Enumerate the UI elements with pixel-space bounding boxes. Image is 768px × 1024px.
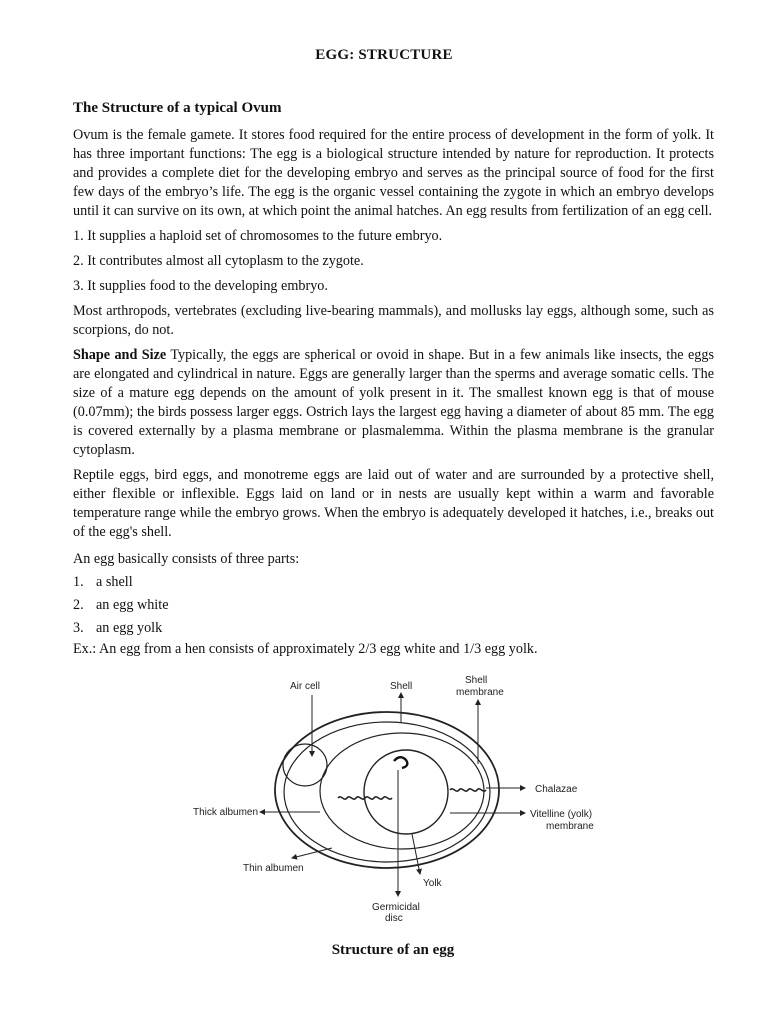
chalaza-right (450, 789, 486, 791)
yolk-pointer (412, 834, 420, 874)
document-body (73, 99, 714, 659)
part-item-3: 3. an egg yolk (73, 620, 163, 636)
function-item-1: 1. It supplies a haploid set of chromosomes to the future embryo. (73, 228, 443, 244)
air-cell-label: Air cell (290, 681, 321, 692)
part-item-2: 2. an egg white (73, 597, 169, 613)
egg-structure-diagram (180, 668, 600, 923)
function-item-3: 3. It supplies food to the developing embryo. (73, 278, 328, 294)
figure-caption: Structure of an egg (331, 942, 455, 958)
germinal-disc-label-2: disc (385, 913, 403, 923)
example-line: Ex.: An egg from a hen consists of approximately 2/3 egg white and 1/3 egg yolk. (73, 641, 538, 657)
shell-membrane-label-1: Shell (465, 675, 488, 686)
vitelline-label-1: Vitelline (yolk) (530, 809, 593, 820)
page-title: EGG: STRUCTURE (315, 47, 453, 63)
function-item-2: 2. It contributes almost all cytoplasm to the zygote. (73, 253, 364, 269)
germinal-disc-label-1: Germicidal (372, 902, 420, 913)
egg-shell-outline (275, 712, 499, 868)
germinal-disc-shape (394, 757, 407, 768)
shape-size-heading: Shape and Size (73, 347, 167, 363)
intro-paragraph: Ovum is the female gamete. It stores food required for the entire process of development in the form of yolk. It has three important functions: The egg is a biological structure intended by nature for reproduction. It protects and provides a complete diet for the developing embryo and serves as the principal source of food for the first few days of the embryo’s life. The egg is the organic vessel containing the zygote in which an embryo develops until it can survive on its own, at which point the animal hatches. An egg results from fertilization of an egg cell. (73, 127, 714, 219)
reptile-paragraph: Reptile eggs, bird eggs, and monotreme eggs are laid out of water and are surrounded by a protective shell, either flexible or inflexible. Eggs laid on land or in nests are usually kept within a warm and favorable temperature range while the embryo grows. When the embryo is adequately developed it hatches, i.e., breaks out of the egg's shell. (73, 467, 714, 540)
shell-membrane-outline (284, 722, 490, 862)
thin-albumen-pointer (292, 848, 332, 858)
shell-membrane-label-2: membrane (456, 687, 504, 698)
shape-size-paragraph (73, 346, 714, 460)
parts-intro: An egg basically consists of three parts: (73, 551, 300, 567)
chalaza-left (338, 797, 392, 799)
thin-albumen-label: Thin albumen (243, 863, 304, 874)
egg-diagram-svg (180, 668, 600, 923)
part-item-1: 1. a shell (73, 574, 133, 590)
shell-label: Shell (390, 681, 413, 692)
chalazae-label: Chalazae (535, 784, 578, 795)
section-heading: The Structure of a typical Ovum (73, 100, 282, 116)
vitelline-label-2: membrane (546, 821, 594, 832)
shape-size-text: Typically, the eggs are spherical or ovoid in shape. But in a few animals like insects, the eggs are elongated and cylindrical in nature. Eggs are generally larger than the sperms and average somatic cells. The size of a mature egg depends on the amount of yolk present in it. The smallest known egg is that of mouse (0.07mm); the birds possess larger eggs. Ostrich lays the largest egg having a diameter of about 85 mm. The egg is covered externally by a plasma membrane or plasmalemma. Within the plasma membrane is the granular cytoplasm. (73, 347, 714, 458)
thick-albumen-label: Thick albumen (193, 807, 259, 818)
lay-eggs-paragraph: Most arthropods, vertebrates (excluding live-bearing mammals), and mollusks lay eggs, although some, such as scorpions, do not. (73, 303, 714, 338)
yolk-label: Yolk (423, 878, 442, 889)
